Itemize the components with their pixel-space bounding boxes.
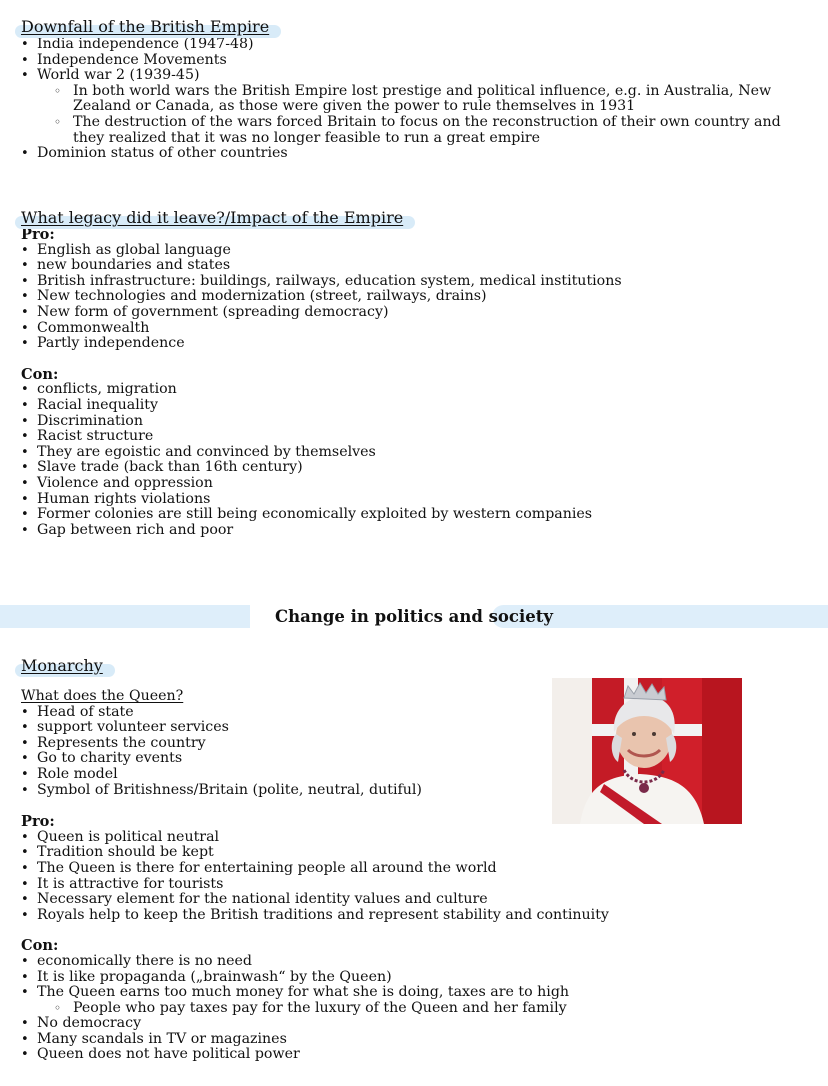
downfall-sub-list [21,84,791,146]
downfall-section [21,18,811,162]
list-item: • Independence Movements [21,53,811,69]
legacy-heading: What legacy did it leave?/Impact of the Empire [21,209,413,227]
pro-label: Pro: [21,226,55,243]
queen-question: What does the Queen? [21,688,184,704]
list-item: • Role model [21,767,811,783]
con-label: Con: [21,937,59,955]
list-item: • New form of government (spreading democracy) [21,305,811,321]
list-item: • Many scandals in TV or magazines [21,1032,811,1048]
sub-list-item: ◦ People who pay taxes pay for the luxury of the Queen and her family [21,1001,811,1017]
list-item: • Tradition should be kept [21,845,811,861]
list-item: • new boundaries and states [21,258,811,274]
list-item: • Violence and oppression [21,476,811,492]
list-item: • Symbol of Britishness/Britain (polite, neutral, dutiful) [21,783,811,799]
con-label: Con: [21,365,59,383]
downfall-list-end [21,146,811,162]
list-item: • Queen is political neutral [21,830,811,846]
list-item: • Head of state [21,705,811,721]
list-item: • Commonwealth [21,321,811,337]
sub-list-item: ◦ The destruction of the wars forced Britain to focus on the reconstruction of their own country and they realized that it was no longer feasible to run a great empire [21,115,791,146]
list-item: • support volunteer services [21,720,811,736]
section-title-bar [0,605,828,628]
list-item: • economically there is no need [21,954,811,970]
list-item: • Discrimination [21,414,811,430]
list-item: • Partly independence [21,336,811,352]
list-item: • It is attractive for tourists [21,877,811,893]
list-item: • Former colonies are still being economically exploited by western companies [21,507,811,523]
queen-photo [552,678,742,824]
list-item: • It is like propaganda („brainwash“ by the Queen) [21,970,811,986]
legacy-con-list [21,382,811,538]
list-item: • Slave trade (back than 16th century) [21,460,811,476]
downfall-list [21,37,811,84]
sub-list-item: ◦ In both world wars the British Empire lost prestige and political influence, e.g. in Australia, New Zealand or Canada, as those were given the power to rule themselves in 1931 [21,84,791,115]
monarchy-pro-list [21,830,811,924]
list-item: • Racial inequality [21,398,811,414]
monarchy-con-list-end [21,1016,811,1063]
section-title: Change in politics and society [275,607,553,626]
list-item: • World war 2 (1939-45) [21,68,811,84]
list-item: • Necessary element for the national identity values and culture [21,892,811,908]
legacy-section [21,209,811,538]
list-item: • English as global language [21,243,811,259]
list-item: • They are egoistic and convinced by themselves [21,445,811,461]
list-item: • conflicts, migration [21,382,811,398]
list-item: • Racist structure [21,429,811,445]
list-item: • Gap between rich and poor [21,523,811,539]
list-item: • No democracy [21,1016,811,1032]
list-item: • British infrastructure: buildings, railways, education system, medical institutions [21,274,811,290]
monarchy-heading: Monarchy [21,657,113,675]
downfall-heading: Downfall of the British Empire [21,18,279,36]
monarchy-con-list [21,954,811,1001]
list-item: • Royals help to keep the British traditions and represent stability and continuity [21,908,811,924]
list-item: • Go to charity events [21,751,811,767]
list-item: • Queen does not have political power [21,1047,811,1063]
list-item: • Dominion status of other countries [21,146,811,162]
list-item: • Represents the country [21,736,811,752]
list-item: • Human rights violations [21,492,811,508]
pro-label: Pro: [21,813,55,831]
monarchy-con-sub-list [21,1001,811,1017]
list-item: • India independence (1947-48) [21,37,811,53]
list-item: • New technologies and modernization (street, railways, drains) [21,289,811,305]
list-item: • The Queen is there for entertaining people all around the world [21,861,811,877]
legacy-pro-list [21,243,811,352]
list-item: • The Queen earns too much money for what she is doing, taxes are to high [21,985,811,1001]
